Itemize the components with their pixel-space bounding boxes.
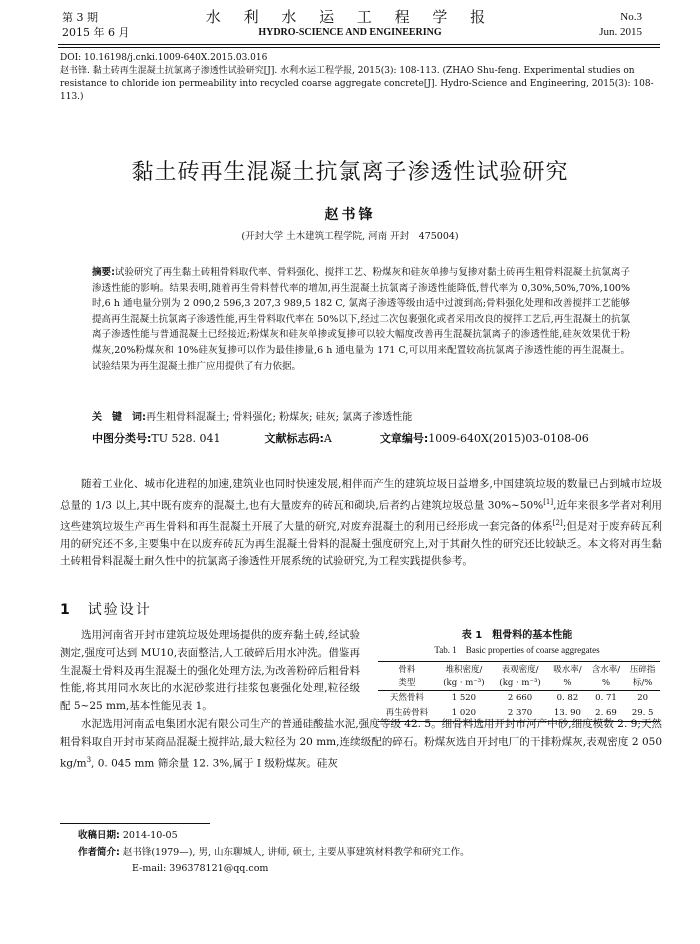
article-number-label: 文章编号:	[379, 432, 429, 445]
abstract-label: 摘要:	[92, 267, 115, 278]
author-bio	[78, 845, 658, 862]
issue-date: 2015 年 6 月	[62, 26, 130, 39]
table-header: 标/%	[632, 678, 653, 688]
table-header: (kg · m⁻³)	[499, 678, 541, 688]
table-cell: 1 520	[436, 691, 492, 707]
bio-value: 赵书锋(1979—), 男, 山东聊城人, 讲师, 硕士, 主要从事建筑材料教学和研究工作。	[122, 846, 470, 858]
running-header-right	[599, 10, 642, 40]
table-header: 压碎指	[625, 662, 660, 678]
table-header: 表观密度/	[492, 662, 548, 678]
running-header-center	[0, 8, 700, 40]
cement-aggregate-paragraph	[60, 716, 662, 773]
header-rule	[58, 44, 660, 45]
affiliation: (开封大学 土木建筑工程学院, 河南 开封 475004)	[241, 231, 459, 242]
table-caption	[372, 629, 662, 657]
citation-ref-1: [1]	[543, 497, 554, 506]
table-header: 骨料	[378, 662, 436, 678]
table-cell: 2. 69	[587, 706, 626, 722]
journal-name-en: HYDRO-SCIENCE AND ENGINEERING	[258, 27, 442, 38]
table-cell: 0. 82	[548, 691, 587, 707]
paper-title: 黏土砖再生混凝土抗氯离子渗透性试验研究	[131, 160, 569, 185]
author-name: 赵书锋	[324, 207, 376, 223]
clc-value: TU 528. 041	[151, 432, 221, 445]
keywords-label: 关 键 词:	[92, 412, 146, 423]
table-cell: 天然骨料	[378, 691, 436, 707]
table-header: %	[601, 678, 611, 688]
issue-number: 第 3 期	[62, 11, 98, 24]
table-cell: 29. 5	[625, 706, 660, 722]
section-number: 1	[60, 602, 70, 618]
doi-block	[60, 52, 662, 104]
doc-code-label: 文献标志码:	[264, 432, 324, 445]
table-cell: 再生砖骨料	[378, 706, 436, 722]
citation: 赵书锋. 黏土砖再生混凝土抗氯离子渗透性试验研究[J]. 水利水运工程学报, 2015(3): 108-113. (ZHAO Shu-feng. Experimental studies on resistance to chloride ion permeability into recycled coarse aggregate concrete[J]. Hydro-Science and Engineering, 2015(3): 108-113.)	[60, 66, 654, 102]
table-cell: 13. 90	[548, 706, 587, 722]
superscript-3: 3	[86, 755, 92, 764]
table-caption-cn: 表 1 粗骨料的基本性能	[461, 630, 573, 641]
table-header: 含水率/	[587, 662, 626, 678]
para2-text-1: 水泥选用河南孟电集团水泥有限公司生产的普通硅酸盐水泥,强度等级 42. 5。细骨料选用开封市河产中砂,细度模数 2. 9;天然粗骨料取自开封市某商品混凝土搅拌站,最大粒径为 20 mm,连续级配的碎石。粉煤灰选自开封电厂的干排粉煤灰,表观密度 2 050 kg/m	[60, 718, 662, 770]
footnote	[78, 828, 658, 878]
table-header: 类型	[398, 678, 416, 688]
table-header: %	[563, 678, 572, 688]
materials-paragraph: 选用河南省开封市建筑垃圾处理场提供的废弃黏土砖,经试验测定,强度可达到 MU10,表面整洁,人工破碎后用水冲洗。借鉴再生混凝土骨料及再生混凝土的强化处理方法,为改善粉碎后粗骨料性能,将其用同水灰比的水泥砂浆进行挂浆包裹强化处理,粒径级配 5~25 mm,基本性能见表 1。	[60, 629, 360, 713]
table-cell: 1 020	[436, 706, 492, 722]
table-caption-en: Tab. 1 Basic properties of coarse aggregates	[434, 645, 600, 655]
section-title: 试验设计	[87, 602, 152, 618]
table-cell: 20	[625, 691, 660, 707]
table-header: 吸水率/	[548, 662, 587, 678]
table-header: (kg · m⁻³)	[443, 678, 485, 688]
table-cell: 2 660	[492, 691, 548, 707]
article-number-value: 1009-640X(2015)03-0108-06	[428, 432, 589, 445]
clc-label: 中图分类号:	[92, 432, 152, 445]
footnote-rule	[60, 823, 210, 824]
aggregate-properties-table	[378, 661, 660, 722]
table-cell: 0. 71	[587, 691, 626, 707]
abstract	[92, 265, 630, 374]
citation-ref-2: [2]	[552, 518, 563, 527]
received-label: 收稿日期:	[78, 830, 120, 841]
intro-text-2: ,近年来很多学者对利用这些建筑垃圾生产再生骨料和再生混凝土开展了大量的研究,对废弃混凝土的利用已经形成一套完备的体系	[60, 499, 662, 533]
keywords	[92, 410, 652, 426]
section-heading	[60, 599, 152, 619]
keywords-text: 再生粗骨料混凝土; 骨料强化; 粉煤灰; 硅灰; 氯离子渗透性能	[146, 412, 413, 423]
header-rule-thin	[58, 47, 660, 48]
issue-number-en: No.3	[620, 11, 642, 23]
received-date	[78, 828, 658, 845]
intro-text-3: ;但是对于废弃砖瓦利用的研究还不多,主要集中在以废弃砖瓦为再生混凝土骨料的混凝土强度研究上,对于其耐久性的研究还比较缺乏。本文将对再生黏土砖粗骨料混凝土耐久性中的抗氯离子渗透性开展系统的试验研究,为工程实践提供参考。	[60, 520, 662, 568]
classification-line	[92, 431, 672, 447]
doc-code-value: A	[323, 432, 332, 445]
intro-text-1: 随着工业化、城市化进程的加速,建筑业也同时快速发展,相伴而产生的建筑垃圾日益增多,中国建筑垃圾的数量已占到城市垃圾总量的 1/3 以上,其中既有废弃的混凝土,也有大量废弃的砖瓦和砌块,后者约占建筑垃圾总量 30%~50%	[60, 478, 662, 512]
intro-paragraph	[60, 476, 662, 571]
received-value: 2014-10-05	[122, 830, 178, 841]
doi: DOI: 10.16198/j.cnki.1009-640X.2015.03.016	[60, 53, 268, 63]
abstract-text: 试验研究了再生黏土砖粗骨料取代率、骨料强化、搅拌工艺、粉煤灰和硅灰单掺与复掺对黏土砖再生粗骨料混凝土抗氯离子渗透性能的影响。结果表明,随着再生骨料替代率的增加,再生混凝土抗氯离子渗透性能降低,替代率为 0,30%,50%,70%,100%时,6 h 通电量分别为 2 090,2 596,3 207,3 989,5 182 C, 氯离子渗透等级由适中过渡到高;骨料强化处理和改善搅拌工艺能够提高再生混凝土抗氯离子渗透性能,再生骨料取代率在 50%以下,经过二次包裹强化或者采用改良的搅拌工艺后,再生混凝土的抗氯离子渗透性能与普通混凝土已经接近;粉煤灰和硅灰单掺或复掺可以较大幅度改善再生混凝抗氯离子的渗透性能,硅灰效果优于粉煤灰,20%粉煤灰和 10%硅灰复掺可以作为最佳掺量,6 h 通电量为 171 C,可以用来配置较高抗氯离子渗透性能的再生混凝土。试验结果为再生混凝土推广应用提供了有力依据。	[92, 267, 630, 372]
table-header: 堆积密度/	[436, 662, 492, 678]
journal-name-cn: 水 利 水 运 工 程 学 报	[205, 8, 495, 26]
bio-label: 作者简介:	[78, 846, 120, 858]
author-email: E-mail: 396378121@qq.com	[132, 863, 269, 874]
table-row	[378, 691, 660, 707]
table-cell: 2 370	[492, 706, 548, 722]
para2-text-2: , 0. 045 mm 筛余量 12. 3%,属于 Ⅰ 级粉煤灰。硅灰	[91, 757, 338, 770]
issue-date-en: Jun. 2015	[599, 26, 642, 38]
